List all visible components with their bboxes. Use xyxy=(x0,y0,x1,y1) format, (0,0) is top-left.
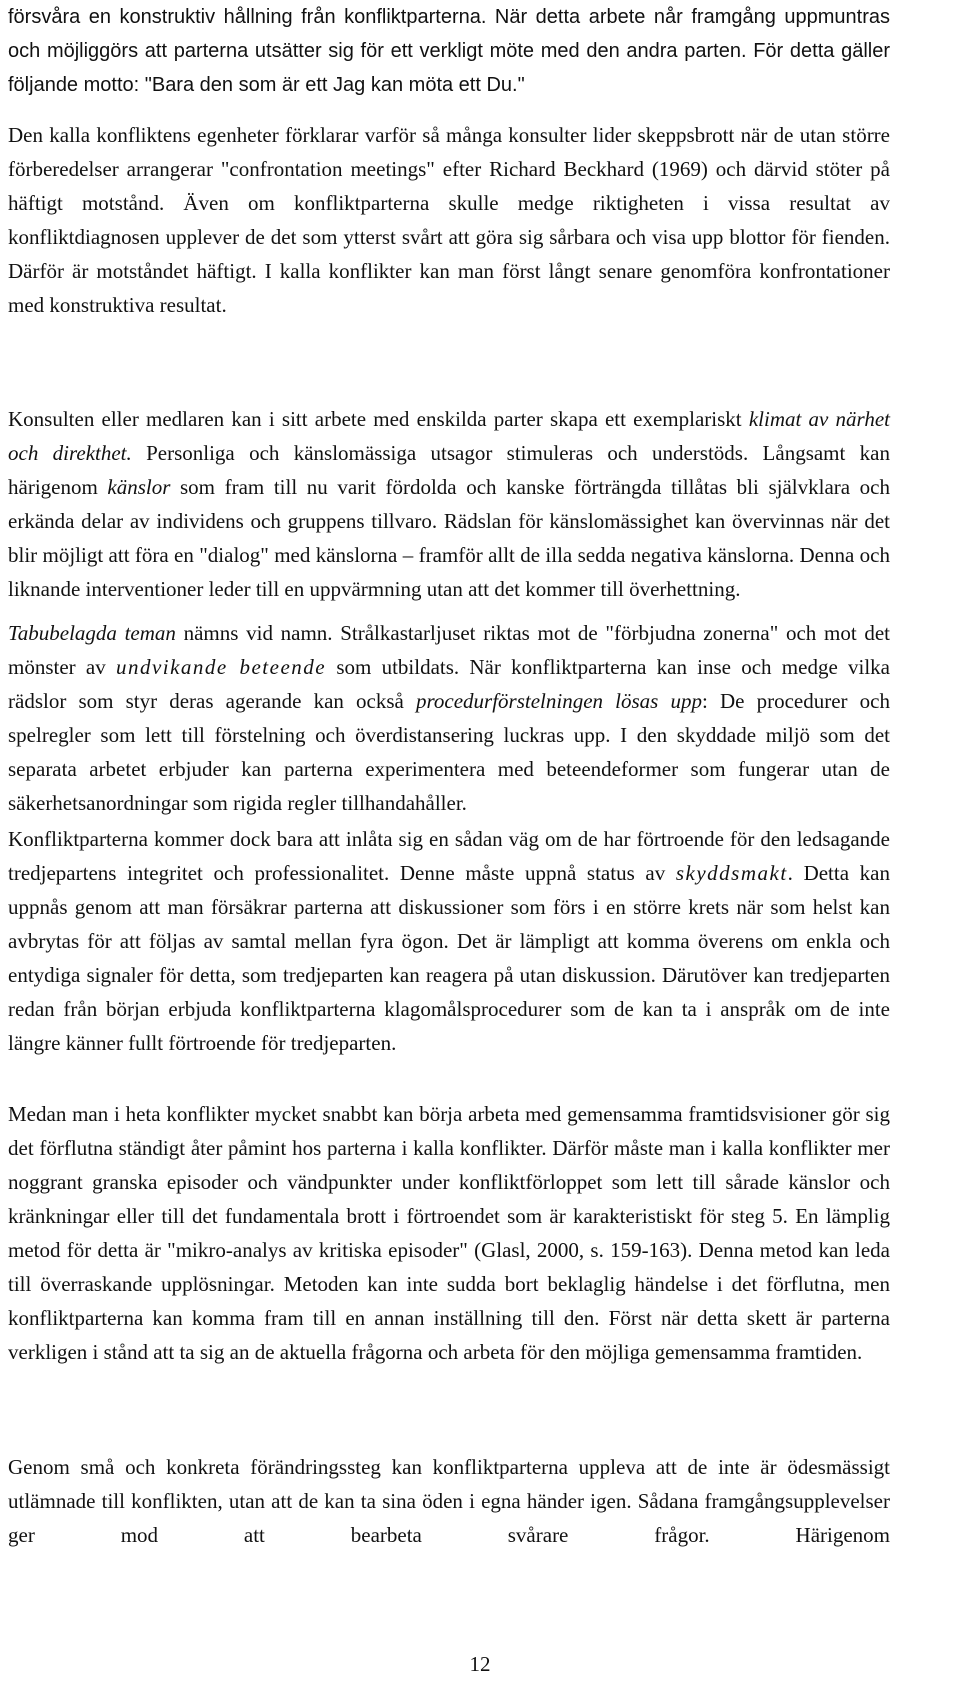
paragraph-text: Personliga och känslomässiga utsagor stimuleras och understöds. Långsamt kan härigenom xyxy=(8,441,890,499)
paragraph-text: som fram till nu varit fördolda och kanske förträngda tillåtas bli självklara och erkända delar av individens och gruppens tillvaro. Rädslan för känslomässighet kan övervinnas när det blir möjligt att föra en "dialog" med känslorna – framför allt de illa sedda negativa känslorna. Denna och liknande interventioner leder till en uppvärmning utan att det kommer till överhettning. xyxy=(8,475,890,601)
paragraph-text: Medan man i heta konflikter mycket snabbt kan börja arbeta med gemensamma framtidsvisioner gör sig det förflutna ständigt åter påmint hos parterna i kalla konflikter. Därför måste man i kalla konflikter mer noggrant granska episoder och vändpunkter under konfliktförloppet som lett till sårade känslor och kränkningar eller till det fundamentala brott i förtroendet som är karakteristiskt för steg 5. En lämplig metod för detta är "mikro-analys av kritiska episoder" (Glasl, 2000, s. 159-163). Denna metod kan leda till överraskande upplösningar. Metoden kan inte sudda bort beklaglig händelse i det förflutna, men konfliktparterna kan komma fram till en annan inställning till den. Först när detta skett är parterna verkligen i stånd att ta sig an de aktuella frågorna och arbeta för den möjliga gemensamma framtiden. xyxy=(8,1102,890,1364)
paragraph-text: : De procedurer och spelregler som lett till förstelning och överdistansering luckras upp. I den skyddade miljö som det separata arbetet erbjuder kan parterna experimentera med beteendeformer som fungerar utan de säkerhetsanordningar som rigida regler tillhandahåller. xyxy=(8,689,890,815)
paragraph-text: nämns vid namn. Strålkastarljuset riktas mot de "förbjudna zonerna" och mot det mönster av xyxy=(8,621,890,679)
paragraph-text: Den kalla konfliktens egenheter förklarar varför så många konsulter lider skeppsbrott när de utan större förberedelser arrangerar "confrontation meetings" efter Richard Beckhard (1969) och därvid stöter på häftigt motstånd. Även om konfliktparterna skulle medge riktigheten i vissa resultat av konfliktdiagnosen upplever de det som ytterst svårt att göra sig sårbara och visa upp blottor för fienden. Därför är motståndet häftigt. I kalla konflikter kan man först långt senare genomföra konfrontationer med konstruktiva resultat. xyxy=(8,123,890,317)
paragraph-text: Genom små och konkreta förändringssteg kan konfliktparterna uppleva att de inte är ödesmässigt utlämnade till konflikten, utan att de kan ta sina öden i egna händer igen. Sådana framgångsupplevelser ger mod att bearbeta svårare frågor. Härigenom xyxy=(8,1455,890,1547)
italic-phrase: procedurförstelningen lösas upp xyxy=(416,689,702,713)
paragraph-intro-continuation xyxy=(8,0,890,102)
paragraph-text: Konfliktparterna kommer dock bara att inlåta sig en sådan väg om de har förtroende för den ledsagande tredjepartens integritet och professionalitet. Denne måste uppnå status av xyxy=(8,827,890,885)
paragraph-trust xyxy=(8,822,890,1060)
paragraph-text: Konsulten eller medlaren kan i sitt arbete med enskilda parter skapa ett exemplariskt xyxy=(8,407,749,431)
italic-phrase: klimat av närhet och direkthet. xyxy=(8,407,891,465)
paragraph-text: . Detta kan uppnås genom att man försäkrar parterna att diskussioner som förs i en större krets när som helst kan avbrytas för att följas av samtal mellan fyra ögon. Det är lämpligt att komma överens om enkla och entydiga signaler för detta, som tredjeparten kan reagera på utan diskussion. Därutöver kan tredjeparten redan från början erbjuda konfliktparterna klagomålsprocedurer som de kan ta i anspråk om de inte längre känner fullt förtroende för tredjeparten. xyxy=(8,861,891,1055)
paragraph-text: som utbildats. När konfliktparterna kan inse och medge vilka rädslor som styr deras agerande kan också xyxy=(8,655,890,713)
italic-phrase: skyddsmakt xyxy=(675,861,788,885)
paragraph-consultant-climate xyxy=(8,402,890,606)
paragraph-small-steps xyxy=(8,1450,890,1552)
italic-phrase: Tabubelagda teman xyxy=(8,621,176,645)
page-number: 12 xyxy=(469,1652,491,1676)
italic-phrase: undvikande beteende xyxy=(115,655,327,679)
paragraph-taboo-topics xyxy=(8,616,890,820)
paragraph-past-episodes xyxy=(8,1097,890,1369)
paragraph-cold-conflict xyxy=(8,118,890,322)
italic-phrase: känslor xyxy=(107,475,171,499)
paragraph-text: försvåra en konstruktiv hållning från konfliktparterna. När detta arbete når framgång uppmuntras och möjliggörs att parterna utsätter sig för ett verkligt möte med den andra parten. För detta gäller följande motto: "Bara den som är ett Jag kan möta ett Du." xyxy=(8,6,890,96)
